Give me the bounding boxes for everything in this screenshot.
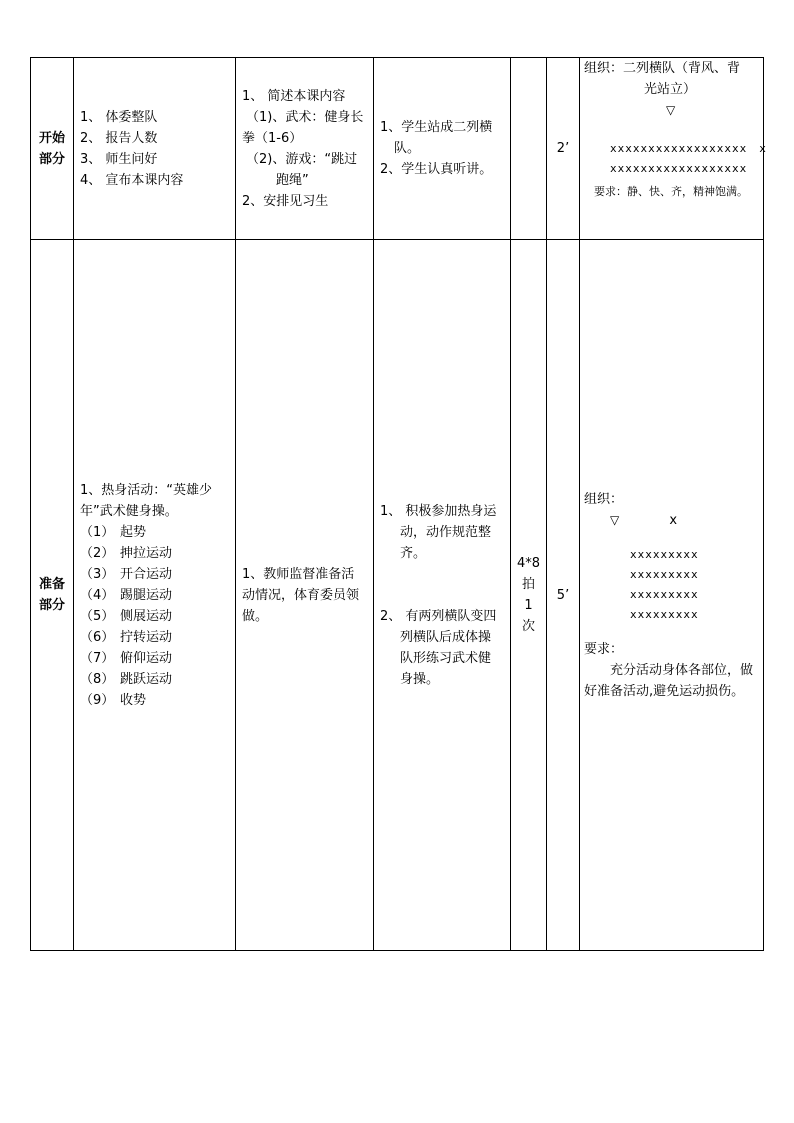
- start-requirement: 要求：静、快、齐，精神饱满。: [594, 185, 748, 198]
- prep-student: 1、 积极参加热身运 动，动作规范整 齐。 2、 有两列横队变四 列横队后成体操 队形练习武术健 身操。: [374, 240, 511, 951]
- list-item: （6） 拧转运动: [80, 629, 173, 645]
- start-section-label: 开始 部分: [31, 58, 74, 240]
- list-item: （3） 开合运动: [80, 566, 173, 582]
- list-item: （8） 跳跃运动: [80, 671, 173, 687]
- list-item: （1） 起势: [80, 524, 147, 540]
- prep-teacher: 1、教师监督准备活 动情况，体育委员领 做。: [236, 240, 374, 951]
- list-item: （5） 侧展运动: [80, 608, 173, 624]
- leader-position: x: [669, 512, 678, 528]
- prep-section-label: 准备 部分: [31, 240, 74, 951]
- start-content: 1、 体委整队 2、 报告人数 3、 师生问好 4、 宣布本课内容: [74, 58, 236, 240]
- teacher-position-icon: ▽: [666, 103, 676, 117]
- teacher-position-icon: ▽: [610, 512, 620, 527]
- list-item: （4） 踢腿运动: [80, 587, 173, 603]
- formation-row: xxxxxxxxxxxxxxxxxx: [610, 162, 748, 175]
- prep-requirement: 充分活动身体各部位，做好准备活动,避免运动损伤。: [584, 662, 754, 699]
- prep-content: 1、热身活动：“英雄少 年”武术健身操。 （1） 起势 （2） 抻拉运动 （3） 开合运动 （4） 踢腿运动 （5） 侧展运动 （6） 拧转运动 （7） 俯仰运动 （8） 跳跃运动 （9） 收势: [74, 240, 236, 951]
- start-count: [511, 58, 547, 240]
- formation-row: xxxxxxxxx: [630, 567, 699, 581]
- list-item: （2） 抻拉运动: [80, 545, 173, 561]
- start-row: [31, 58, 764, 240]
- formation-row: xxxxxxxxx: [630, 587, 699, 601]
- list-item: （9） 收势: [80, 692, 147, 708]
- prep-organization: 组织： ▽ x xxxxxxxxx xxxxxxxxx xxxxxxxxx xxxxxxxxx 要求： 充分活动身体各部位，做好准备活动,避免运动损伤。: [580, 240, 764, 951]
- list-item: （7） 俯仰运动: [80, 650, 173, 666]
- prep-count: 4*8 拍 1 次: [511, 240, 547, 951]
- start-time: 2’: [547, 58, 580, 240]
- start-teacher: 1、 简述本课内容 （1)、武术：健身长 拳（1-6） （2)、游戏：“跳过 跑绳” 2、安排见习生: [236, 58, 374, 240]
- start-organization: 组织：二列横队（背风、背 光站立） ▽ xxxxxxxxxxxxxxxxxx x xxxxxxxxxxxxxxxxxx 要求：静、快、齐，精神饱满。: [580, 58, 764, 240]
- start-student: 1、学生站成二列横 队。 2、学生认真听讲。: [374, 58, 511, 240]
- formation-row: xxxxxxxxx: [630, 547, 699, 561]
- formation-markers: [584, 510, 759, 531]
- formation-row: xxxxxxxxxxxxxxxxxx x: [610, 142, 767, 155]
- prep-time: 5’: [547, 240, 580, 951]
- prep-row: [31, 240, 764, 951]
- lesson-plan-table: [30, 57, 767, 951]
- formation-row: xxxxxxxxx: [630, 607, 699, 621]
